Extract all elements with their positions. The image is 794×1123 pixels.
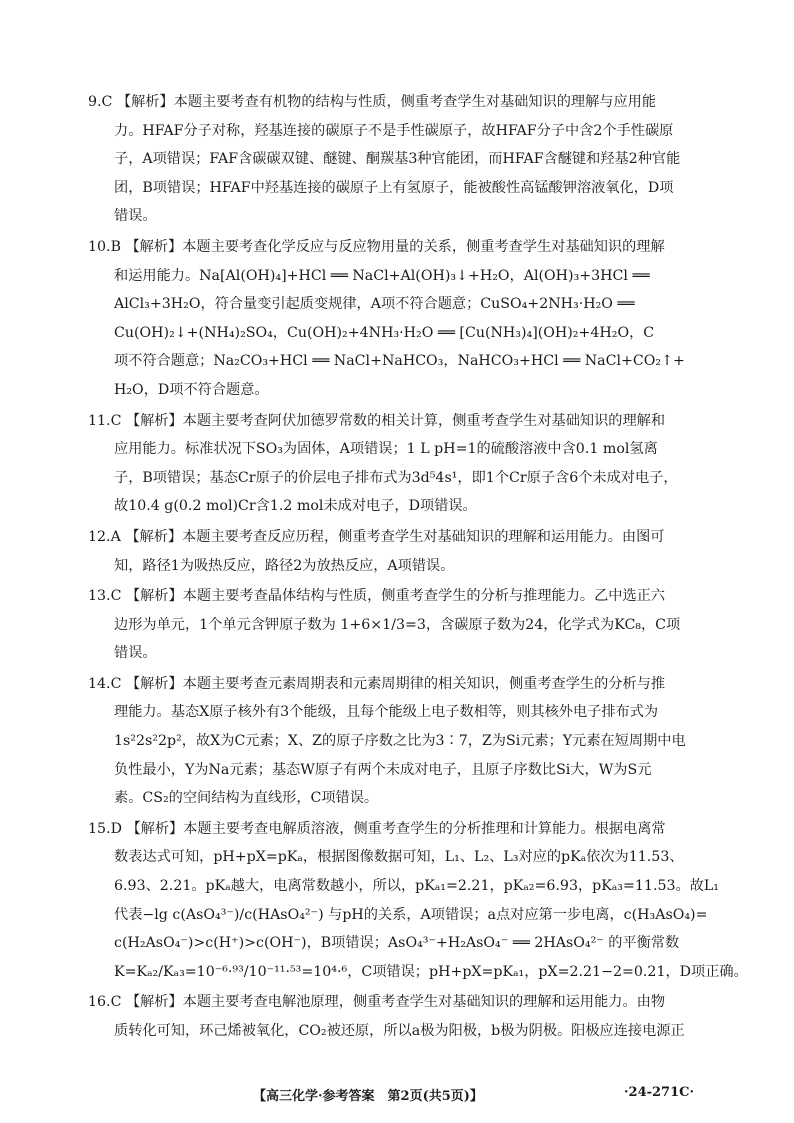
answer-text-line: 数表达式可知，pH+pX=pKₐ，根据图像数据可知，L₁、L₂、L₃对应的pKₐ依次为11.53、 xyxy=(114,849,684,866)
answer-item xyxy=(88,88,748,231)
answer-text-line: 团，B项错误；HFAF中羟基连接的碳原子上有氢原子，能被酸性高锰酸钾溶液氧化，D项 xyxy=(114,179,674,196)
answer-heading-line: 13.C 【解析】本题主要考查晶体结构与性质，侧重考查学生的分析与推理能力。乙中选正六 xyxy=(88,588,666,605)
answer-page xyxy=(88,88,748,1048)
answer-text-line: 项不符合题意；Na₂CO₃+HCl ══ NaCl+NaHCO₃，NaHCO₃+HCl ══ NaCl+CO₂↑+ xyxy=(114,353,685,370)
answer-item xyxy=(88,670,748,813)
answer-text-line: c(H₂AsO₄⁻)>c(H⁺)>c(OH⁻)，B项错误；AsO₄³⁻+H₂AsO₄⁻ ══ 2HAsO₄²⁻ 的平衡常数 xyxy=(114,935,680,952)
answer-text-line: 素。CS₂的空间结构为直线形，C项错误。 xyxy=(114,790,379,807)
answer-text-line: H₂O，D项不符合题意。 xyxy=(114,381,269,398)
answer-heading-line: 9.C 【解析】本题主要考查有机物的结构与性质，侧重考查学生对基础知识的理解与应用能 xyxy=(88,94,657,110)
answer-text-line: 应用能力。标准状况下SO₃为固体，A项错误；1 L pH=1的硫酸溶液中含0.1 mol氢离 xyxy=(114,441,658,458)
answer-text-line: K=Kₐ₂/Kₐ₃=10⁻⁶·⁹³/10⁻¹¹·⁵³=10⁴·⁶，C项错误；pH+pX=pKₐ₁，pX=2.21−2=0.21，D项正确。 xyxy=(114,963,748,980)
answer-heading-line: 16.C 【解析】本题主要考查电解池原理，侧重考查学生对基础知识的理解和运用能力。由物 xyxy=(88,994,666,1011)
answer-text-line: 子，B项错误；基态Cr原子的价层电子排布式为3d⁵4s¹，即1个Cr原子含6个未成对电子， xyxy=(114,469,678,486)
answer-text-line: 质转化可知，环己烯被氧化，CO₂被还原，所以a极为阳极，b极为阴极。阳极应连接电源正 xyxy=(114,1023,685,1039)
answer-text-line: 负性最小，Y为Na元素；基态W原子有两个未成对电子，且原子序数比Si大，W为S元 xyxy=(114,761,652,778)
answer-text-line: 边形为单元，1个单元含钾原子数为 1+6×1/3=3，含碳原子数为24，化学式为KC₈，C项 xyxy=(114,616,681,633)
answer-text-line: 和运用能力。Na[Al(OH)₄]+HCl ══ NaCl+Al(OH)₃↓+H₂O，Al(OH)₃+3HCl ══ xyxy=(114,267,650,284)
answer-item xyxy=(88,407,748,521)
answer-heading-line: 11.C 【解析】本题主要考查阿伏加德罗常数的相关计算，侧重考查学生对基础知识的理解和 xyxy=(88,412,666,429)
answer-text-line: 错误。 xyxy=(114,208,157,225)
answer-item xyxy=(88,523,748,580)
answer-heading-line: 10.B 【解析】本题主要考查化学反应与反应物用量的关系，侧重考查学生对基础知识的理解 xyxy=(88,238,665,255)
answer-text-line: 错误。 xyxy=(114,645,157,662)
answer-heading-line: 15.D 【解析】本题主要考查电解质溶液，侧重考查学生的分析推理和计算能力。根据电离常 xyxy=(88,820,666,837)
answer-text-line: 知，路径1为吸热反应，路径2为放热反应，A项错误。 xyxy=(114,557,455,574)
footer-code: ·24-271C· xyxy=(624,1085,695,1100)
answer-text-line: 6.93、2.21。pKₐ越大，电离常数越小，所以，pKₐ₁=2.21，pKₐ₂=6.93，pKₐ₃=11.53。故L₁ xyxy=(114,878,719,895)
answer-text-line: Cu(OH)₂↓+(NH₄)₂SO₄，Cu(OH)₂+4NH₃·H₂O ══ [Cu(NH₃)₄](OH)₂+4H₂O，C xyxy=(114,324,655,341)
answer-text-line: 力。HFAF分子对称，羟基连接的碳原子不是手性碳原子，故HFAF分子中含2个手性碳原 xyxy=(114,122,674,139)
footer-title: 【高三化学·参考答案 第2页(共5页)】 xyxy=(253,1089,483,1104)
answer-text-line: 代表−lg c(AsO₄³⁻)/c(HAsO₄²⁻) 与pH的关系，A项错误；a点对应第一步电离，c(H₃AsO₄)= xyxy=(114,906,708,923)
answer-item xyxy=(88,582,748,668)
answer-text-line: 理能力。基态X原子核外有3个能级，且每个能级上电子数相等，则其核外电子排布式为 xyxy=(114,704,659,721)
answer-item xyxy=(88,815,748,987)
answer-heading-line: 14.C 【解析】本题主要考查元素周期表和元素周期律的相关知识，侧重考查学生的分析与推 xyxy=(88,675,666,692)
answer-text-line: 1s²2s²2p²，故X为C元素；X、Z的原子序数之比为3∶7，Z为Si元素；Y元素在短周期中电 xyxy=(114,733,686,750)
answer-item xyxy=(88,233,748,405)
answer-text-line: 子，A项错误；FAF含碳碳双键、醚键、酮羰基3种官能团，而HFAF含醚键和羟基2种官能 xyxy=(114,151,681,168)
answer-text-line: AlCl₃+3H₂O，符合量变引起质变规律，A项不符合题意；CuSO₄+2NH₃·H₂O ══ xyxy=(114,296,635,313)
answer-heading-line: 12.A 【解析】本题主要考查反应历程，侧重考查学生对基础知识的理解和运用能力。由图可 xyxy=(88,528,665,545)
answer-text-line: 故10.4 g(0.2 mol)Cr含1.2 mol未成对电子，D项错误。 xyxy=(114,498,477,515)
answer-item xyxy=(88,988,748,1045)
